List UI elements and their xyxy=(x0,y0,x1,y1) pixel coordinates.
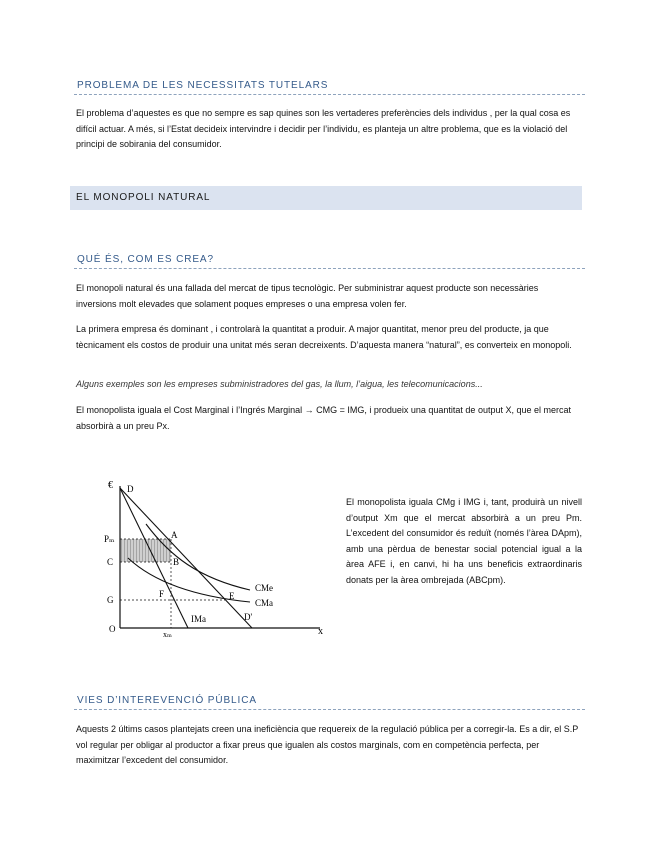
label-ima: IMa xyxy=(191,614,206,624)
label-cma: CMa xyxy=(255,598,273,608)
monopoly-diagram xyxy=(100,478,335,640)
label-e: E xyxy=(229,591,235,601)
label-c: C xyxy=(107,557,114,567)
label-d: D xyxy=(127,484,134,494)
label-g: G xyxy=(107,595,114,605)
diagram-explanation: El monopolista iguala CMg i IMG i, tant, produirà un nivell d’output Xm que el mercat absorbirà a un preu Pm. L’excedent del consumidor és reduït (només l’àrea DApm), amb una pèrdua de benestar social potencial igual a la àrea AFE i, en canvi, hi ha uns beneficis extraordinaris donats per la àrea ombrejada (ABCpm). xyxy=(346,497,582,585)
label-pm: Pₘ xyxy=(104,534,115,544)
label-a: A xyxy=(171,530,178,540)
section-band-monopoli-natural: EL MONOPOLI NATURAL xyxy=(70,186,582,210)
label-xm: xₘ xyxy=(163,630,172,639)
label-x: x xyxy=(318,626,323,637)
paragraph-exemples: Alguns exemples son les empreses subministradores del gas, la llum, l’aigua, les telecomunicacions... xyxy=(76,379,483,389)
paragraph-cmg-img: El monopolista iguala el Cost Marginal i l’Ingrés Marginal → CMG = IMG, i produeix una quantitat de output X, que el mercat absorbirà a un preu Px. xyxy=(76,405,571,431)
label-f: F xyxy=(159,589,165,599)
label-dprime: D' xyxy=(244,612,253,622)
paragraph-primera-empresa: La primera empresa és dominant , i controlarà la quantitat a produir. A major quantitat, menor preu del producte, ja que tècnicament els costos de produir una unitat més seran decreixents. D’aquesta manera “natural”, es converteix en monopoli. xyxy=(76,324,572,350)
heading-vies-intervencio: VIES D’INTEREVENCIÓ PÚBLICA xyxy=(74,695,585,710)
label-origin: O xyxy=(109,624,116,634)
heading-que-es: QUÉ ÉS, COM ES CREA? xyxy=(74,254,585,269)
heading-necessitats-tutelars: PROBLEMA DE LES NECESSITATS TUTELARS xyxy=(74,80,585,95)
label-cme: CMe xyxy=(255,583,273,593)
paragraph-vies-intervencio: Aquests 2 últims casos plantejats creen una ineficiència que requereix de la regulació pública per a corregir-la. Es a dir, el S.P vol regular per obligar al productor a fixar preus que igualen als costos marginals, com en competència perfecta, per maximitzar l’excedent del consumidor. xyxy=(76,724,579,765)
paragraph-necessitats-tutelars: El problema d’aquestes es que no sempre es sap quines son les vertaderes preferències dels individus , per la qual cosa es difícil actuar. A més, si l’Estat decideix intervindre i decidir per l’individu, es planteja un altre problema, que es la violació del principi de sobirania del consumidor. xyxy=(76,108,571,149)
label-b: B xyxy=(173,557,180,567)
shaded-area-abcpm xyxy=(120,539,171,562)
label-euro: € xyxy=(108,480,113,491)
paragraph-monopoli-definition: El monopoli natural és una fallada del mercat de tipus tecnològic. Per subministrar aquest producte son necessàries inversions molt elevades que solament poques empreses o una empresa volen fer. xyxy=(76,283,539,309)
